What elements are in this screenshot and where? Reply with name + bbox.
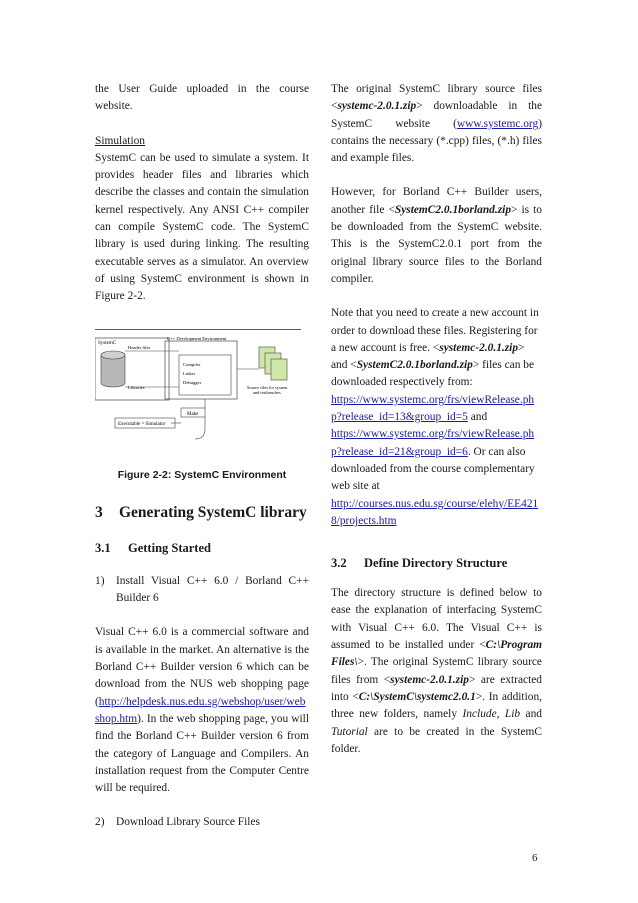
intro-tail: the User Guide uploaded in the course website. (95, 83, 309, 113)
systemc-label: SystemC (98, 340, 117, 346)
left-column (95, 81, 309, 832)
course-website-link[interactable]: http://courses.nus.edu.sg/course/elehy/EE4218/projects.htm (331, 497, 539, 527)
subsection-title: Define Directory Structure (364, 556, 508, 571)
list-text: Download Library Source Files (116, 816, 260, 829)
file-name: SystemC2.0.1borland.zip (394, 203, 512, 216)
page-number: 6 (532, 852, 538, 864)
release-13-link[interactable]: https://www.systemc.org/frs/viewRelease.php?release_id=13&group_id=5 (331, 393, 535, 424)
diagram (95, 329, 305, 447)
visual-cpp-paragraph: Visual C++ 6.0 is a commercial software and is available in the market. An alternative is the Borland C++ Builder version 6 which can be download from the NUS web shopping page (http://helpdesk.nus.edu.sg/webshop/user/webshop.htm). In the web shopping page, you will find the Borland C++ Builder version 6 from the category of Language and Compilers. An installation request from the Computer Centre will be required. (95, 626, 309, 795)
header-files-label: Header files (128, 344, 151, 350)
list-number: 2) (95, 816, 105, 829)
list-number: 1) (95, 574, 105, 587)
list-item-download (95, 814, 309, 831)
folder-tutorial: Tutorial (331, 725, 368, 738)
systemc-website-link[interactable]: www.systemc.org (456, 117, 539, 130)
folder-include: Include (462, 708, 497, 721)
figure-caption: Figure 2-2: SystemC Environment (117, 468, 287, 481)
make-label: Make (187, 411, 199, 417)
section-heading (95, 503, 309, 523)
debugger-label: Debugger (183, 379, 202, 385)
file-name: SystemC2.0.1borland.zip (356, 359, 473, 372)
subsection-heading-3-2 (331, 554, 542, 572)
section-number: 3 (95, 503, 103, 521)
list-item-install (95, 573, 309, 608)
list-text: Install Visual C++ 6.0 / Borland C++ Builder 6 (116, 574, 309, 605)
webshop-link[interactable]: http://helpdesk.nus.edu.sg/webshop/user/webshop.htm (95, 695, 306, 725)
subsection-number: 3.2 (331, 556, 347, 571)
account-note-paragraph: Note that you need to create a new account in order to download these files. Registering for a new account is free. <systemc-2.0.1.zip> and <SystemC2.0.1borland.zip> files can be downloaded respectively from: https://www.systemc.org/frs/viewRelease.php?release_id=13&group_id=5 and https://www.systemc.org/frs/viewRelease.php?release_id=21&group_id=6. Or can also downloaded from the course complementary web site at http://courses.nus.edu.sg/course/elehy/EE4218/projects.htm (331, 307, 539, 527)
folder-lib: Lib (504, 708, 521, 721)
simulation-paragraph: SystemC can be used to simulate a system. It provides header files and libraries which describe the classes and contain the simulation kernel respectively. Any ANSI C++ compiler can compile SystemC code. The SystemC library is used during linking. The resulting executable serves as a simulator. An overview of using SystemC environment is shown in Figure 2-2. (95, 151, 309, 303)
database-icon (101, 351, 125, 387)
source-files-label-1: Source files for system (247, 384, 288, 390)
compiler-label: Compiler (183, 361, 201, 367)
right-column (331, 81, 542, 758)
document-icon (195, 417, 205, 439)
cpp-env-label: C++ Development Environment (167, 335, 227, 341)
libraries-label: Libraries (128, 384, 145, 390)
directory-paragraph: The directory structure is defined below to ease the explanation of interfacing SystemC with Visual C++ 6.0. The Visual C++ is assumed to be installed under <C:\Program Files\>. The original SystemC library source files from <systemc-2.0.1.zip> are extracted into <C:\SystemC\systemc2.0.1>. In addition, three new folders, namely Include, Lib and Tutorial are to be created in the SystemC folder. (331, 587, 543, 755)
source-files-label-2: and testbenches (253, 389, 281, 395)
path: C:\SystemC\systemc2.0.1 (358, 690, 476, 703)
linker-label: Linker (183, 370, 196, 376)
release-21-link[interactable]: https://www.systemc.org/frs/viewRelease.php?release_id=21&group_id=6 (331, 428, 535, 458)
original-source-paragraph: The original SystemC library source files <systemc-2.0.1.zip> downloadable in the SystemC website (www.systemc.org) contains the necessary (*.cpp) files, (*.h) files and example files. (331, 83, 542, 165)
borland-paragraph: However, for Borland C++ Builder users, another file <SystemC2.0.1borland.zip> is to be downloaded from the SystemC website. This is the SystemC2.0.1 port from the original library source files to the Borland compiler. (331, 186, 543, 285)
file-name: systemc-2.0.1.zip (439, 341, 519, 354)
subsection-number: 3.1 (95, 540, 111, 555)
section-title: Generating SystemC library (119, 503, 307, 521)
systemc-environment-figure (95, 329, 305, 447)
cpp-env-box (165, 341, 237, 399)
path: C:\Program Files\ (331, 639, 542, 669)
simulation-heading: Simulation (95, 134, 145, 147)
executable-label: Executable = Simulator (118, 421, 166, 427)
source-files-icon (259, 347, 287, 380)
subsection-title: Getting Started (128, 540, 211, 555)
subsection-heading-3-1 (95, 539, 309, 557)
file-name: systemc-2.0.1.zip (337, 100, 417, 113)
file-name: systemc-2.0.1.zip (390, 673, 469, 686)
